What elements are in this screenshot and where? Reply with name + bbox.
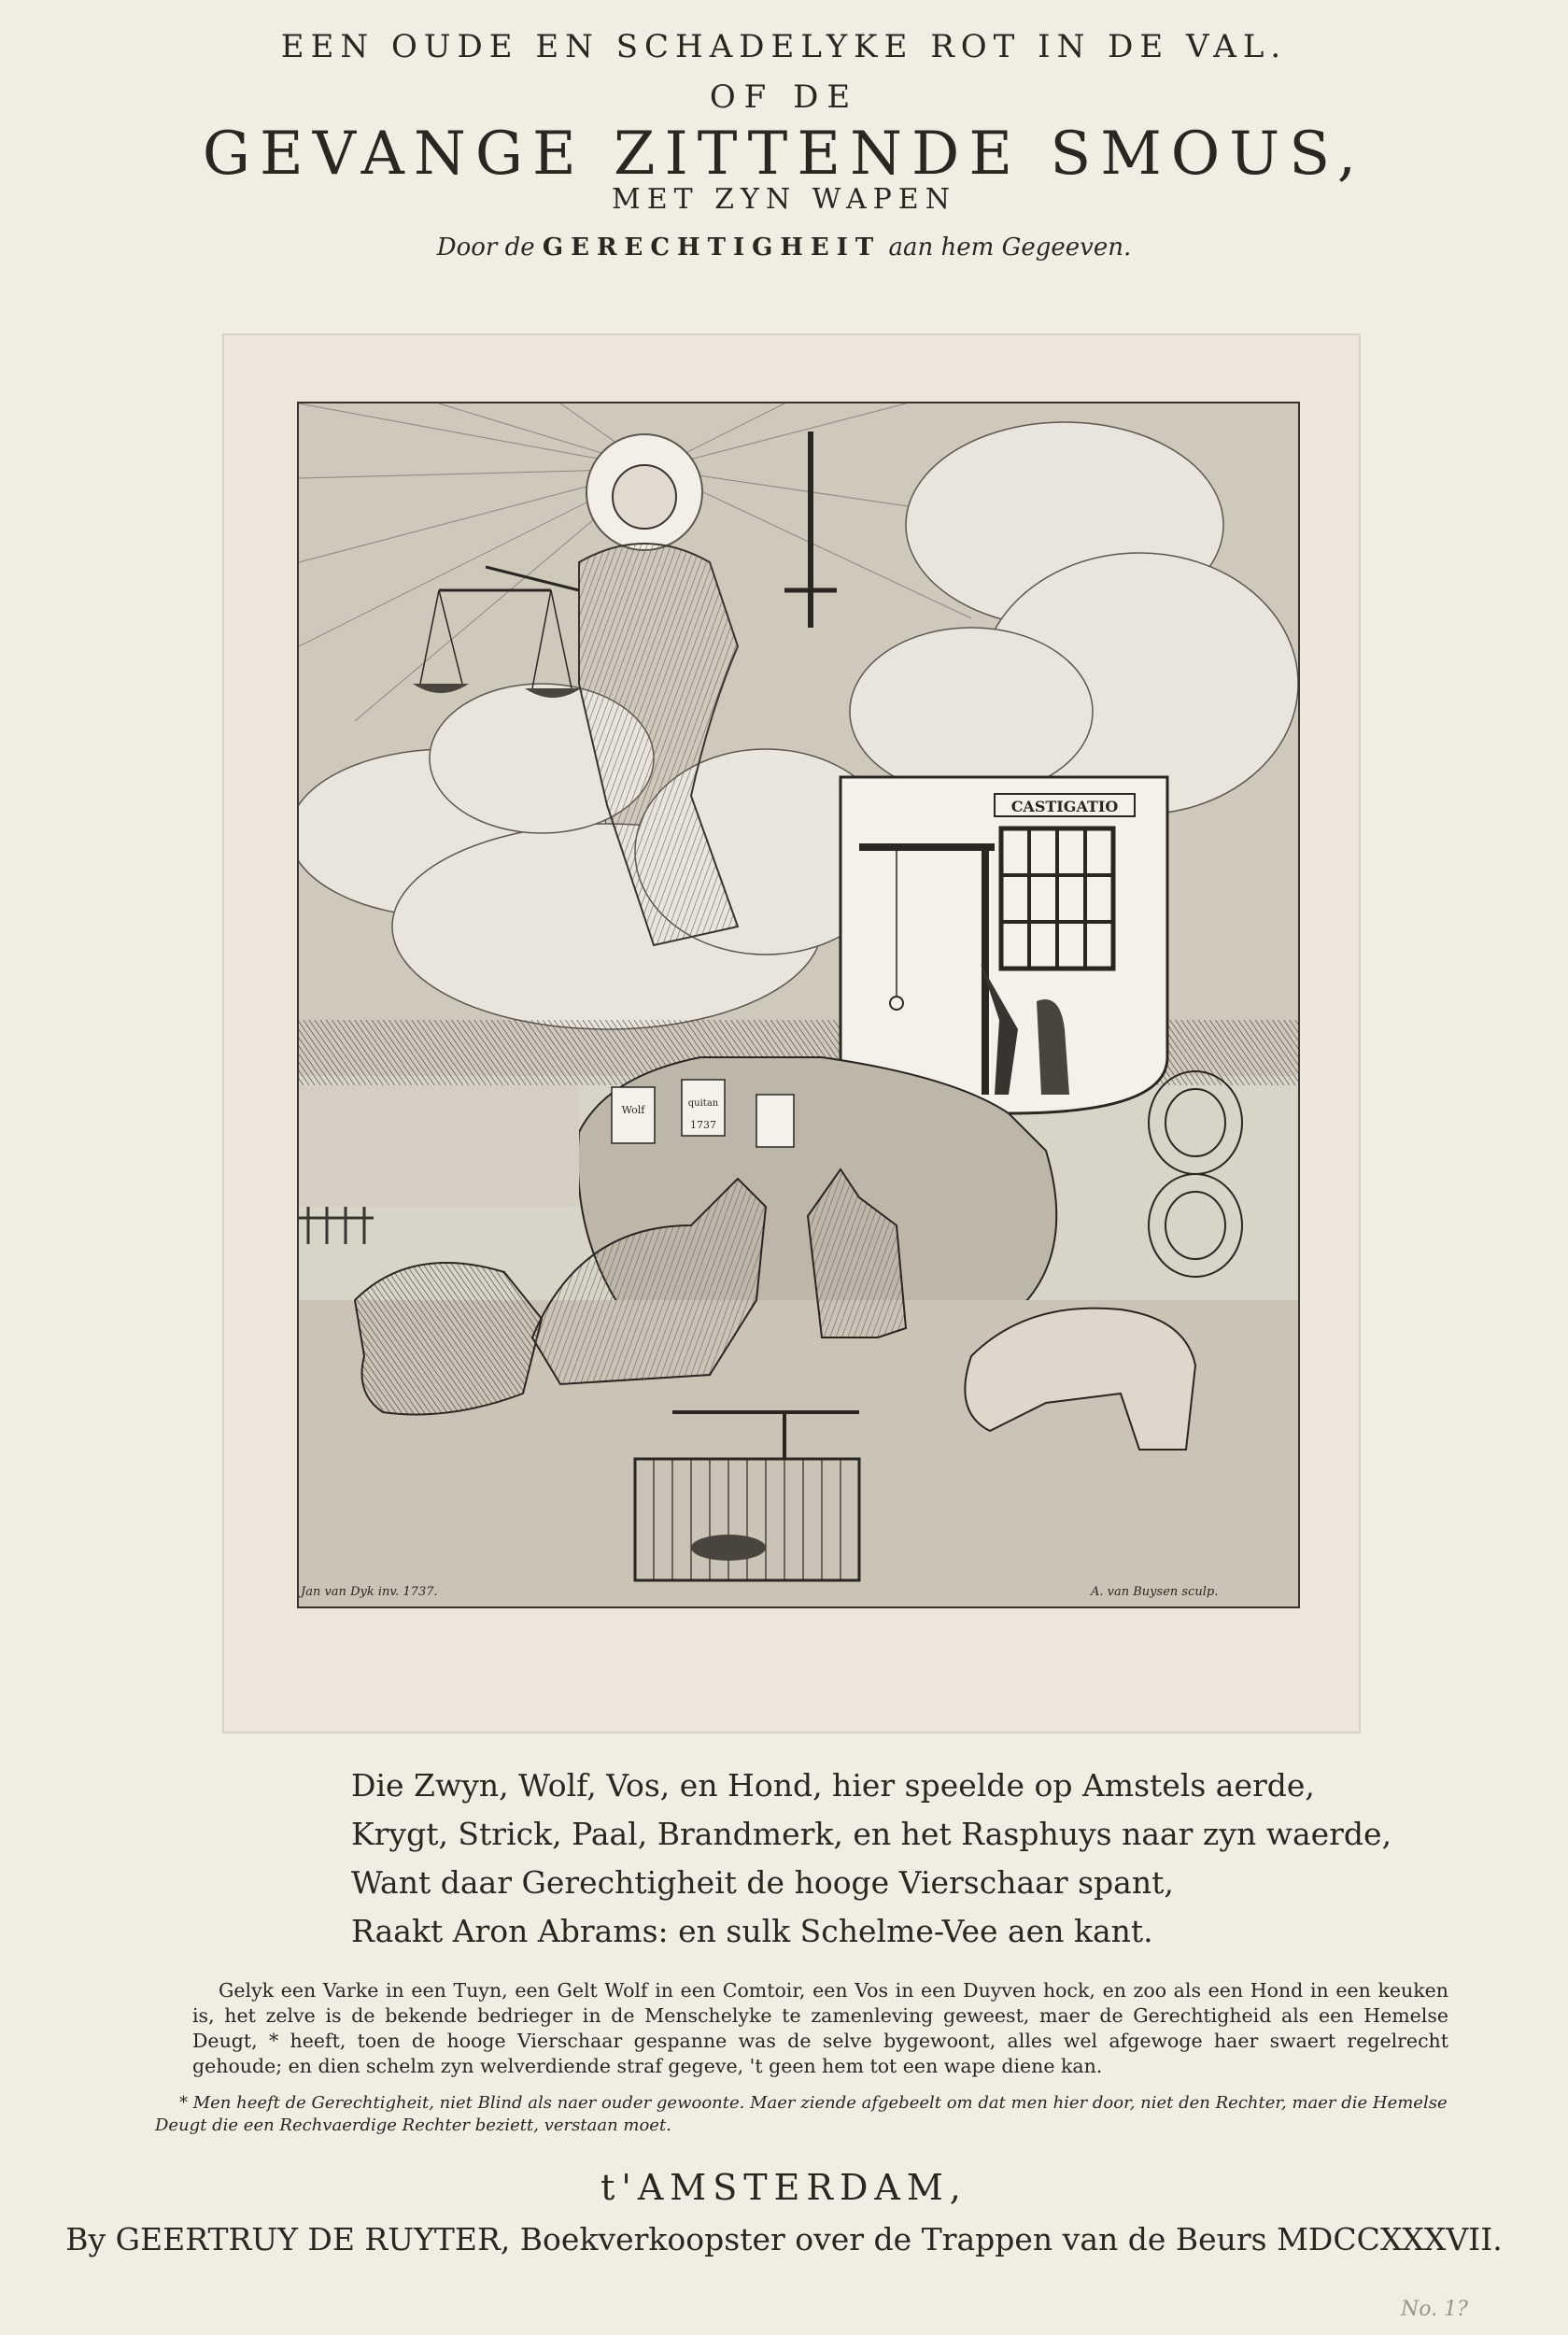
prose-text: Gelyk een Varke in een Tuyn, een Gelt Wolf in een Comtoir, een Vos in een Duyven hock, en zoo als een Hond in een keuken is, het zelve is de bekende bedrieger in de Menschelyke te zamenleving geweest, maer de Gerechtigheid als een Hemelse Deugt, * heeft, toen de hooge Vierschaar gespanne was de selve bygewoont, alles wel afgewoge haer swaert regelrecht gehoude; en dien schelm zyn welverdiende straf gegeve, 't geen hem tot een wape diene kan.: [192, 1979, 1448, 2077]
verse-line-4: Raakt Aron Abrams: en sulk Schelme-Vee aen kant.: [351, 1913, 1153, 1949]
title-line-5-a: Door de: [436, 234, 535, 262]
title-line-2: OF DE: [709, 78, 859, 116]
title-main: GEVANGE ZITTENDE SMOUS,: [202, 120, 1366, 189]
title-line-5: [0, 234, 1568, 262]
verse-line-2: Krygt, Strick, Paal, Brandmerk, en het Rasphuys naar zyn waerde,: [351, 1816, 1392, 1852]
imprint-place: t'AMSTERDAM,: [600, 2167, 968, 2208]
sign-year: 1737: [690, 1119, 716, 1131]
title-line-4: MET ZYN WAPEN: [612, 183, 956, 216]
verse-line-3: Want daar Gerechtigheit de hooge Vierschaar spant,: [351, 1864, 1174, 1901]
footnote: [155, 2092, 1453, 2137]
title-line-1: EEN OUDE EN SCHADELYKE ROT IN DE VAL.: [280, 28, 1288, 65]
title-line-5-b: GERECHTIGHEIT: [542, 234, 882, 262]
engraving-illustration: [297, 402, 1300, 1608]
footnote-text: * Men heeft de Gerechtigheit, niet Blind als naer ouder gewoonte. Maer ziende afgebeelt om dat men hier door, niet den Rechter, maer die Hemelse Deugt die een Rechvaerdige Rechter beziett, verstaan moet.: [155, 2093, 1448, 2135]
banner-castigatio: CASTIGATIO: [1010, 798, 1119, 815]
prose-paragraph: [192, 1978, 1448, 2079]
sign-wolf: Wolf: [621, 1104, 645, 1116]
signature-inventor: Jan van Dyk inv. 1737.: [301, 1585, 438, 1599]
imprint-printer: By GEERTRUY DE RUYTER, Boekverkoopster over de Trappen van de Beurs MDCCXXXVII.: [65, 2221, 1503, 2257]
title-line-5-c: aan hem Gegeeven.: [888, 234, 1132, 262]
signature-engraver: A. van Buysen sculp.: [1091, 1585, 1219, 1599]
sign-quitan: quitan: [687, 1098, 719, 1109]
handwritten-annotation: No. 1?: [1401, 2298, 1468, 2321]
verse-line-1: Die Zwyn, Wolf, Vos, en Hond, hier speelde op Amstels aerde,: [351, 1767, 1315, 1804]
